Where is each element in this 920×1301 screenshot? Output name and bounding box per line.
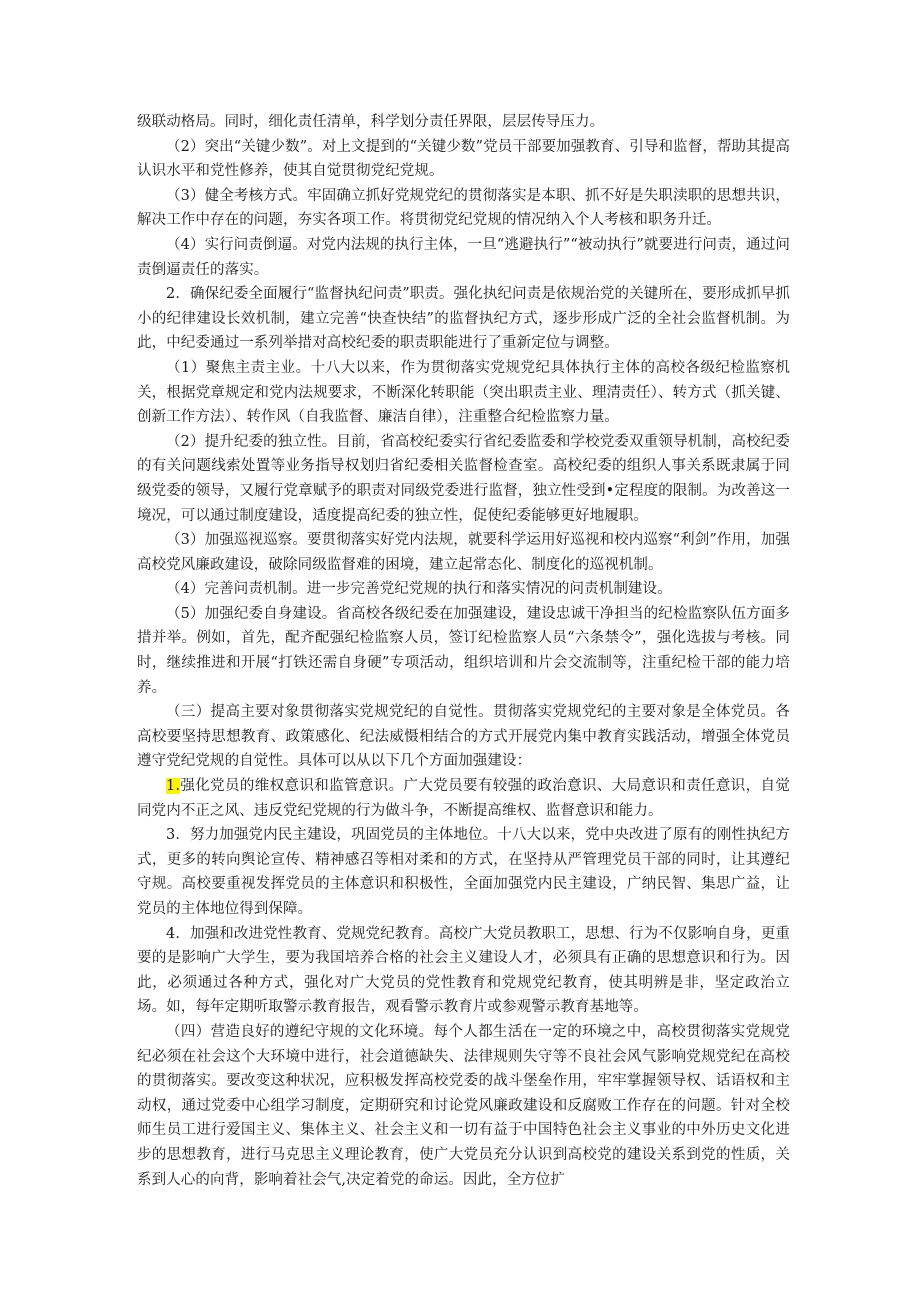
paragraph-1: （2）突出“关键少数”。对上文提到的“关键少数”党员干部要加强教育、引导和监督，帮助其提高认识水平和党性修养，使其自觉贯彻党纪党规。	[137, 138, 790, 180]
paragraph-11-text: 强化党员的维权意识和监管意识。广大党员要有较强的政治意识、大局意识和责任意识，自觉同党内不正之风、违反党纪党规的行为做斗争，不断提高维权、监督意识和能力。	[137, 778, 790, 819]
paragraph-6: （2）提升纪委的独立性。目前，省高校纪委实行省纪委监委和学校党委双重领导机制，高校纪委的有关问题线索处置等业务指导权划归省纪委相关监督检查室。高校纪委的组织人事关系既隶属于同级党委的领导，又履行党章赋予的职责对同级党委进行监督，独立性受到•定程度的限制。为改善这一境况，可以通过制度建设，适度提高纪委的独立性，促使纪委能够更好地履职。	[137, 433, 790, 524]
paragraph-0: 级联动格局。同时，细化责任清单，科学划分责任界限，层层传导压力。	[137, 114, 605, 130]
document-page	[137, 110, 790, 1192]
paragraph-9: （5）加强纪委自身建设。省高校各级纪委在加强建设，建设忠诚干净担当的纪检监察队伍方面多措并举。例如，首先，配齐配强纪检监察人员，签订纪检监察人员“六条禁令”，强化选拔与考核。同时，继续推进和开展“打铁还需自身硬”专项活动，组织培训和片会交流制等，注重纪检干部的能力培养。	[137, 605, 790, 696]
paragraph-12: 3．努力加强党内民主建设，巩固党员的主体地位。十八大以来，党中央改进了原有的刚性执纪方式，更多的转向舆论宣传、精神感召等相对柔和的方式，在坚持从严管理党员干部的同时，让其遵纪守规。高校要重视发挥党员的主体意识和积极性，全面加强党内民主建设，广纳民智、集思广益，让党员的主体地位得到保障。	[137, 827, 790, 917]
paragraph-7: （3）加强巡视巡察。要贯彻落实好党内法规，就要科学运用好巡视和校内巡察“利剑”作用，加强高校党风廉政建设，破除同级监督难的困境，建立起常态化、制度化的巡视机制。	[137, 532, 790, 573]
paragraph-4: 2．确保纪委全面履行“监督执纪问责”职责。强化执纪问责是依规治党的关键所在，要形成抓早抓小的纪律建设长效机制，建立完善“快查快结”的监督执纪方式，逐步形成广泛的全社会监督机制。为此，中纪委通过一系列举措对高校纪委的职责职能进行了重新定位与调整。	[137, 286, 790, 352]
paragraph-5: （1）聚焦主责主业。十八大以来，作为贯彻落实党规党纪具体执行主体的高校各级纪检监察机关，根据党章规定和党内法规要求，不断深化转职能（突出职责主业、理清责任）、转方式（抓关键、创新工作方法）、转作风（自我监督、廉洁自律），注重整合纪检监察力量。	[137, 359, 790, 426]
paragraph-3: （4）实行问责倒逼。对党内法规的执行主体，一旦“逃避执行”“被动执行”就要进行问责，通过问责倒逼责任的落实。	[137, 236, 790, 278]
paragraph-14: （四）营造良好的遵纪守规的文化环境。每个人都生活在一定的环境之中，高校贯彻落实党规党纪必须在社会这个大环境中进行，社会道德缺失、法律规则失守等不良社会风气影响党规党纪在高校的贯彻落实。要改变这种状况，应积极发挥高校党委的战斗堡垒作用，牢牢掌握领导权、话语权和主动权，通过党委中心组学习制度，定期研究和讨论党风廉政建设和反腐败工作存在的问题。针对全校师生员工进行爱国主义、集体主义、社会主义和一切有益于中国特色社会主义事业的中外历史文化进步的思想教育，进行马克思主义理论教育，使广大党员充分认识到高校党的建设关系到党的性质，关系到人心的向背，影响着社会气,决定着党的命运。因此，全方位扩	[137, 1023, 790, 1188]
highlighted-list-number: 1.	[166, 778, 181, 795]
paragraph-11	[137, 774, 790, 823]
paragraph-13: 4．加强和改进党性教育、党规党纪教育。高校广大党员教职工，思想、行为不仅影响自身，更重要的是影响广大学生，要为我国培养合格的社会主义建设人才，必须具有正确的思想意识和行为。因此，必须通过各种方式，强化对广大党员的党性教育和党规党纪教育，使其明辨是非，坚定政治立场。如，每年定期听取警示教育报告，观看警示教育片或参观警示教育基地等。	[137, 925, 790, 1016]
paragraph-2: （3）健全考核方式。牢固确立抓好党规党纪的贯彻落实是本职、抓不好是失职渎职的思想共识，解决工作中存在的问题，夯实各项工作。将贯彻党纪党规的情况纳入个人考核和职务升迁。	[137, 187, 790, 229]
paragraph-8: （4）完善问责机制。进一步完善党纪党规的执行和落实情况的问责机制建设。	[166, 581, 672, 598]
paragraph-10: （三）提高主要对象贯彻落实党规党纪的自觉性。贯彻落实党规党纪的主要对象是全体党员。各高校要坚持思想教育、政策感化、纪法威慑相结合的方式开展党内集中教育实践活动，增强全体党员遵守党纪党规的自觉性。具体可以从以下几个方面加强建设：	[137, 704, 790, 770]
